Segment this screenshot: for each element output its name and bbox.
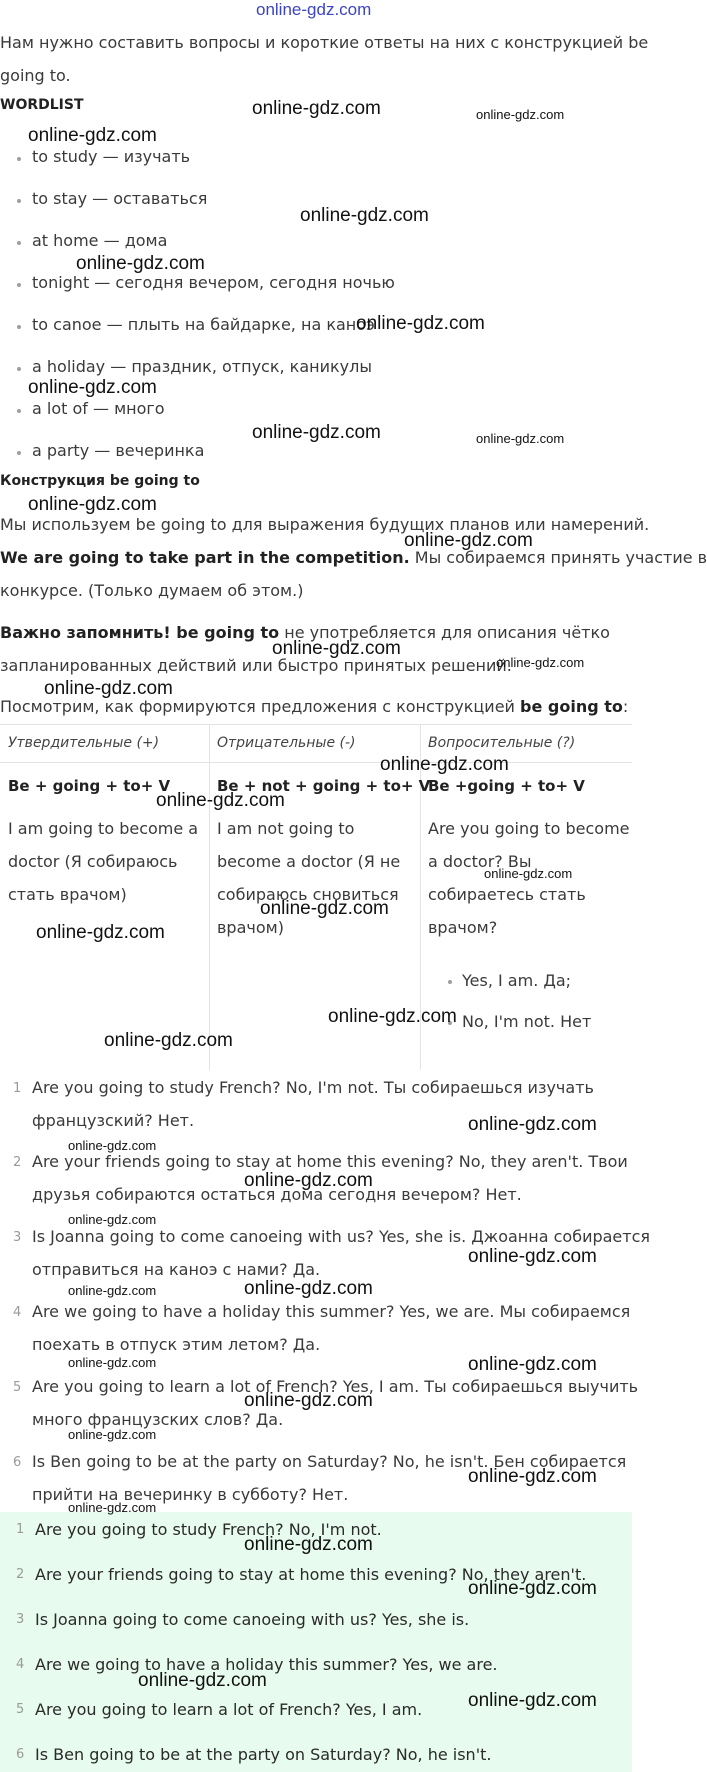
bullet-icon (17, 157, 21, 161)
answer-item: Is Ben going to be at the party on Saturday? No, he isn't. (35, 1745, 492, 1764)
watermark-text: online-gdz.com (328, 1006, 457, 1027)
watermark-text: online-gdz.com (68, 1138, 157, 1153)
wordlist-title: WORDLIST (0, 97, 84, 113)
watermark-text: online-gdz.com (468, 1114, 597, 1135)
watermark-text: online-gdz.com (468, 1246, 597, 1267)
bullet-icon (17, 409, 21, 413)
watermark-text: online-gdz.com (252, 422, 381, 443)
bullet-icon (17, 283, 21, 287)
bullet-icon (448, 980, 452, 984)
bullet-icon (17, 199, 21, 203)
list-item: Is Ben going to be at the party on Saturday? No, he isn't. Бен собирается (32, 1452, 627, 1471)
answer-item: Are you going to learn a lot of French? Yes, I am. (35, 1700, 423, 1719)
list-item: прийти на вечеринку в субботу? Нет. (32, 1485, 349, 1504)
cell-answer: Yes, I am. Да; (462, 971, 572, 990)
watermark-text: online-gdz.com (28, 494, 157, 515)
list-number: 5 (16, 1702, 25, 1717)
list-item: to study — изучать (32, 147, 191, 166)
watermark-text: online-gdz.com (468, 1578, 597, 1599)
watermark-text: online-gdz.com (244, 1170, 373, 1191)
bullet-icon (17, 241, 21, 245)
watermark-text: online-gdz.com (44, 678, 173, 699)
watermark-text: online-gdz.com (76, 253, 205, 274)
watermark-text: online-gdz.com (476, 107, 565, 122)
construction-title: Конструкция be going to (0, 473, 200, 489)
watermark-text: online-gdz.com (252, 98, 381, 119)
list-item: to stay — оставаться (32, 189, 208, 208)
look-text: Посмотрим, как формируются предложения с конструкцией (0, 697, 521, 716)
intro-line-1: Нам нужно составить вопросы и короткие ответы на них с конструкцией be (0, 33, 649, 52)
site-logo[interactable]: online-gdz.com (256, 0, 372, 19)
list-item: Are you going to learn a lot of French? Yes, I am. Ты собираешься выучить (32, 1377, 639, 1396)
watermark-text: online-gdz.com (244, 1534, 373, 1555)
watermark-text: online-gdz.com (68, 1500, 157, 1515)
cell-text: Are you going to become (428, 819, 630, 838)
watermark-text: online-gdz.com (156, 790, 285, 811)
watermark-text: online-gdz.com (28, 125, 157, 146)
cell-text: врачом) (217, 918, 284, 937)
cell-answer: No, I'm not. Нет (462, 1012, 592, 1031)
bullet-icon (17, 451, 21, 455)
cell-text: собираюсь сновиться (217, 885, 399, 904)
cell-text: a doctor? Вы (428, 852, 532, 871)
answer-item: Are we going to have a holiday this summer? Yes, we are. (35, 1655, 498, 1674)
cell-text: I am going to become a (8, 819, 199, 838)
watermark-text: online-gdz.com (476, 431, 565, 446)
list-item: tonight — сегодня вечером, сегодня ночью (32, 273, 395, 292)
list-item: много французских слов? Да. (32, 1410, 284, 1429)
formula-interrogative: Be +going + to+ V (428, 777, 585, 795)
list-number: 5 (13, 1380, 22, 1395)
watermark-text: online-gdz.com (244, 1278, 373, 1299)
list-item: a holiday — праздник, отпуск, каникулы (32, 357, 372, 376)
answer-item: Is Joanna going to come canoeing with us? Yes, she is. (35, 1610, 470, 1629)
watermark-text: online-gdz.com (300, 205, 429, 226)
list-number: 2 (13, 1155, 22, 1170)
example-line-2: конкурсе. (Только думаем об этом.) (0, 581, 304, 600)
watermark-text: online-gdz.com (496, 655, 585, 670)
watermark-text: online-gdz.com (404, 530, 533, 551)
list-item: a party — вечеринка (32, 441, 205, 460)
watermark-text: online-gdz.com (138, 1670, 267, 1691)
watermark-text: online-gdz.com (104, 1030, 233, 1051)
list-number: 3 (13, 1230, 22, 1245)
intro-line-2: going to. (0, 66, 71, 85)
cell-text: собираетесь стать (428, 885, 586, 904)
answer-item: Are you going to study French? No, I'm not. (35, 1520, 382, 1539)
cell-text: стать врачом) (8, 885, 127, 904)
list-item: at home — дома (32, 231, 168, 250)
bullet-icon (17, 367, 21, 371)
list-item: a lot of — много (32, 399, 165, 418)
important-line-2: запланированных действий или быстро принятых решений. (0, 656, 512, 675)
example-bold: We are going to take part in the competition. (0, 548, 410, 567)
look-bold: be going to (520, 697, 623, 716)
header-affirmative: Утвердительные (+) (8, 735, 160, 751)
list-number: 3 (16, 1612, 25, 1627)
cell-text: become a doctor (Я не (217, 852, 401, 871)
watermark-text: online-gdz.com (356, 313, 485, 334)
list-item: Are you going to study French? No, I'm not. Ты собираешься изучать (32, 1078, 594, 1097)
list-number: 1 (13, 1081, 22, 1096)
list-item: поехать в отпуск этим летом? Да. (32, 1335, 321, 1354)
formula-negative: Be + not + going + to+ V (217, 777, 431, 795)
watermark-text: online-gdz.com (380, 754, 509, 775)
important-bold: Важно запомнить! be going to (0, 623, 280, 642)
list-item: to canoe — плыть на байдарке, на каноэ (32, 315, 375, 334)
example-rest: Мы собираемся принять участие в (409, 548, 707, 567)
list-number: 4 (13, 1305, 22, 1320)
example-line-1 (0, 541, 707, 574)
watermark-text: online-gdz.com (260, 898, 389, 919)
list-item: Is Joanna going to come canoeing with us? Yes, she is. Джоанна собирается (32, 1227, 651, 1246)
list-number: 4 (16, 1657, 25, 1672)
cell-text: doctor (Я собираюсь (8, 852, 178, 871)
watermark-text: online-gdz.com (468, 1466, 597, 1487)
watermark-text: online-gdz.com (68, 1355, 157, 1370)
table-border-top (0, 724, 632, 725)
header-negative: Отрицательные (-) (217, 735, 356, 751)
cell-text: I am not going to (217, 819, 355, 838)
watermark-text: online-gdz.com (68, 1212, 157, 1227)
watermark-text: online-gdz.com (484, 866, 573, 881)
list-item: французский? Нет. (32, 1111, 195, 1130)
list-item: друзья собираются остаться дома сегодня вечером? Нет. (32, 1185, 522, 1204)
watermark-text: online-gdz.com (68, 1427, 157, 1442)
watermark-text: online-gdz.com (36, 922, 165, 943)
watermark-text: online-gdz.com (468, 1354, 597, 1375)
list-number: 6 (13, 1455, 22, 1470)
list-number: 2 (16, 1567, 25, 1582)
watermark-text: online-gdz.com (468, 1690, 597, 1711)
bullet-icon (17, 325, 21, 329)
answer-item: Are your friends going to stay at home this evening? No, they aren't. (35, 1565, 587, 1584)
important-rest: не употребляется для описания чётко (279, 623, 610, 642)
list-item: отправиться на каноэ с нами? Да. (32, 1260, 321, 1279)
table-border-header (0, 762, 632, 763)
list-number: 1 (16, 1522, 25, 1537)
list-item: Are your friends going to stay at home this evening? No, they aren't. Твои (32, 1152, 628, 1171)
list-number: 6 (16, 1747, 25, 1762)
list-item: Are we going to have a holiday this summer? Yes, we are. Мы собираемся (32, 1302, 631, 1321)
watermark-text: online-gdz.com (68, 1283, 157, 1298)
table-col-divider (209, 724, 210, 1070)
watermark-text: online-gdz.com (28, 377, 157, 398)
cell-text: врачом? (428, 918, 498, 937)
header-interrogative: Вопросительные (?) (428, 735, 576, 751)
usage-text: Мы используем be going to для выражения будущих планов или намерений. (0, 515, 650, 534)
watermark-text: online-gdz.com (244, 1390, 373, 1411)
watermark-text: online-gdz.com (272, 638, 401, 659)
formula-affirmative: Be + going + to+ V (8, 777, 171, 795)
look-colon: : (622, 697, 629, 716)
